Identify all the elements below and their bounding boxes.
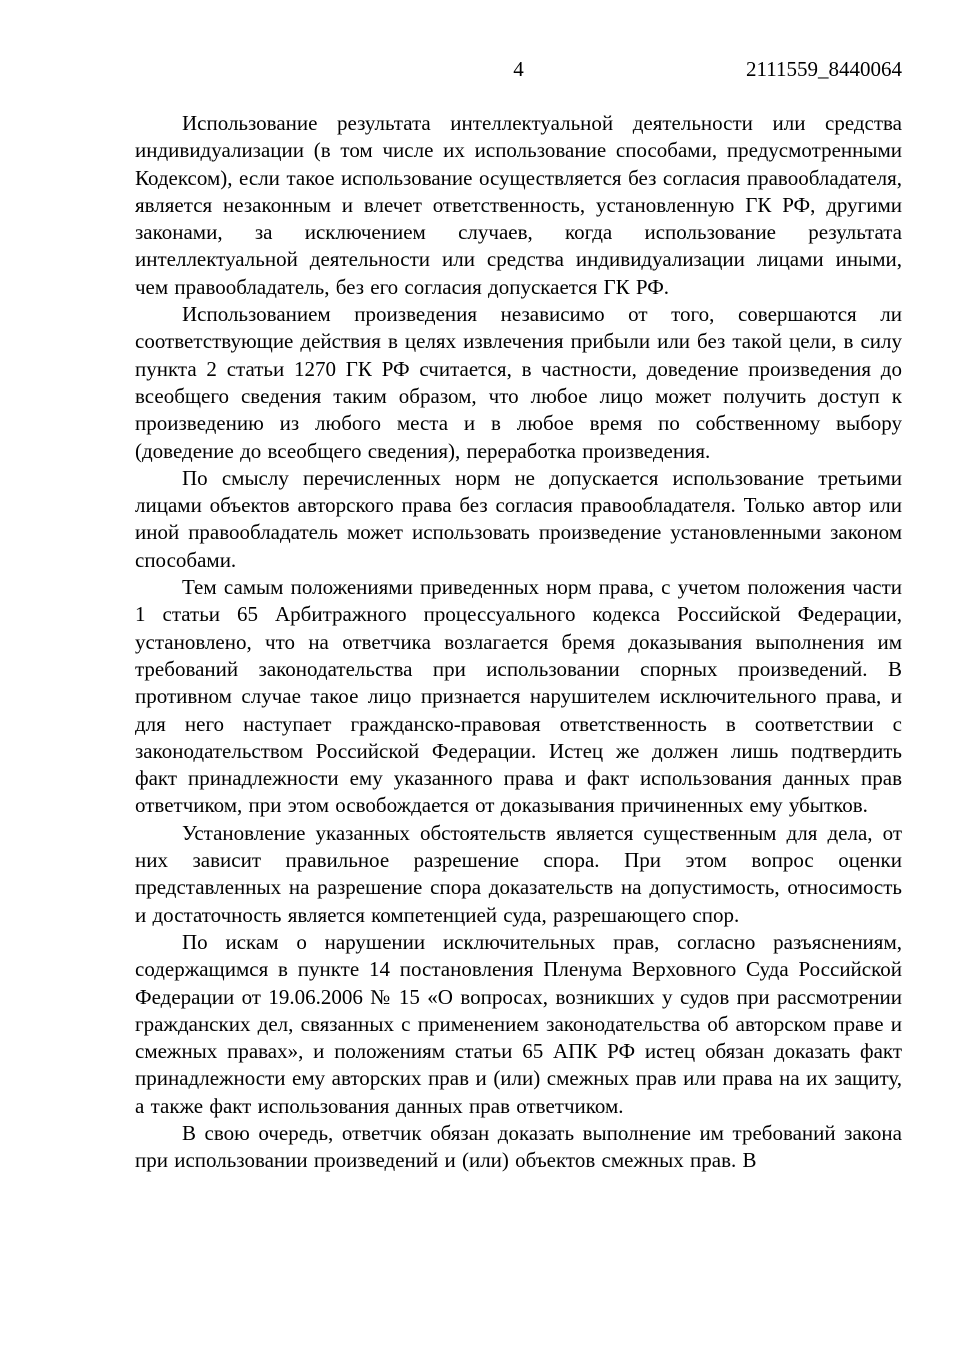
paragraph-meaning-of-norms: По смыслу перечисленных норм не допускается использование третьими лицами объектов авторского права без согласия правообладателя. Только автор или иной правообладатель может использовать произведение установленными законом способами. (135, 465, 902, 572)
document-body (135, 110, 902, 1175)
paragraph-use-of-work-article-1270: Использованием произведения независимо от того, совершаются ли соответствующие действия в целях извлечения прибыли или без такой цели, в силу пункта 2 статьи 1270 ГК РФ считается, в частности, доведение произведения до всеобщего сведения таким образом, что любое лицо может получить доступ к произведению из любого места и в любое время по собственному выбору (доведение до всеобщего сведения), переработка произведения. (135, 302, 902, 463)
page-header (135, 55, 902, 83)
paragraph-use-of-intellectual-property: Использование результата интеллектуальной деятельности или средства индивидуализации (в том числе их использование способами, предусмотренными Кодексом), если такое использование осуществляется без согласия правообладателя, является незаконным и влечет ответственность, установленную ГК РФ, другими законами, за исключением случаев, когда использование результата интеллектуальной деятельности или средства индивидуализации лицами иными, чем правообладатель, без его согласия допускается ГК РФ. (135, 111, 902, 299)
paragraph-claims-exclusive-rights-plenum-14: По искам о нарушении исключительных прав, согласно разъяснениям, содержащимся в пункте 14 постановления Пленума Верховного Суда Российской Федерации от 19.06.2006 № 15 «О вопросах, возникших у судов при рассмотрении гражданских дел, связанных с применением законодательства об авторском праве и смежных правах», и положениям статьи 65 АПК РФ истец обязан доказать факт принадлежности ему авторских прав и (или) смежных прав или права на их защиту, а также факт использования данных прав ответчиком. (135, 929, 902, 1118)
page-number: 4 (513, 57, 524, 81)
document-id: 2111559_8440064 (746, 57, 902, 81)
paragraph-burden-of-proof-article-65: Тем самым положениями приведенных норм права, с учетом положения части 1 статьи 65 Арбитражного процессуального кодекса Российской Федерации, установлено, что на ответчика возлагается бремя доказывания выполнения им требований законодательства при использовании спорных произведений. В противном случае такое лицо признается нарушителем исключительного права, и для него наступает гражданско-правовая ответственность в соответствии с законодательством Российской Федерации. Истец же должен лишь подтвердить факт принадлежности ему указанного права и факт использования данных прав ответчиком, при этом освобождается от доказывания причиненных ему убытков. (135, 575, 902, 818)
paragraph-establishing-circumstances: Установление указанных обстоятельств является существенным для дела, от них зависит правильное разрешение спора. При этом вопрос оценки представленных на разрешение спора доказательств на допустимость, относимость и достаточность является компетенцией суда, разрешающего спор. (135, 820, 902, 927)
paragraph-defendant-obligation: В свою очередь, ответчик обязан доказать выполнение им требований закона при использовании произведений и (или) объектов смежных прав. В (135, 1120, 902, 1173)
